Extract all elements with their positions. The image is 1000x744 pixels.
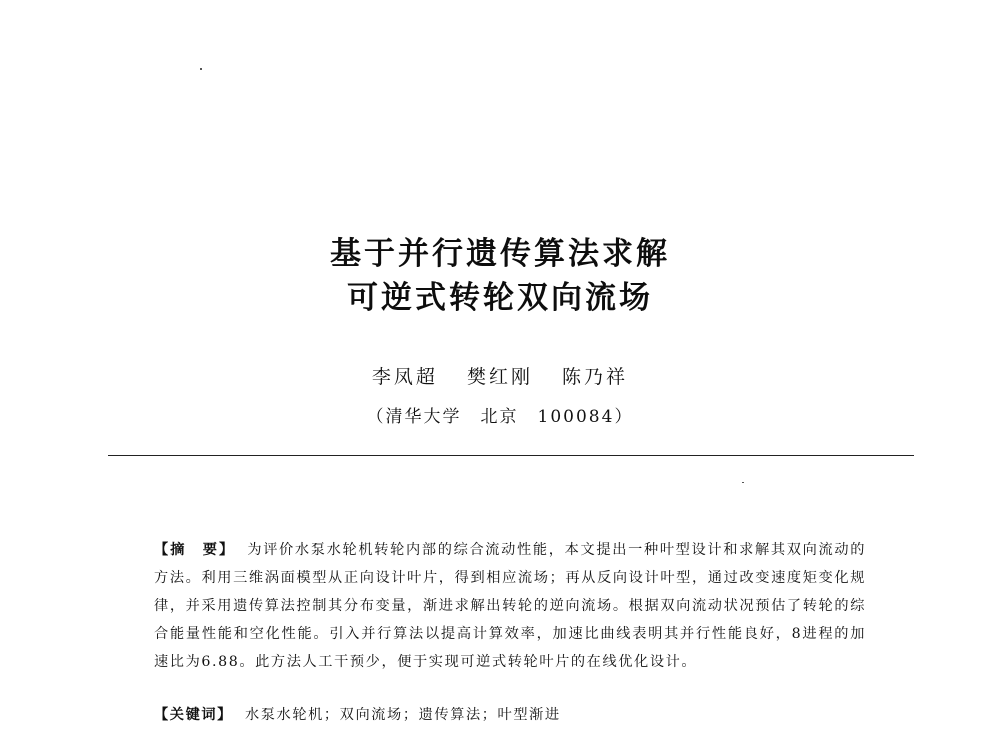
abstract-text: 为评价水泵水轮机转轮内部的综合流动性能，本文提出一种叶型设计和求解其双向流动的方法。利用三维涡面模型从正向设计叶片，得到相应流场；再从反向设计叶型，通过改变速度矩变化规律，并采用遗传算法控制其分布变量，渐进求解出转轮的逆向流场。根据双向流动状况预估了转轮的综合能量性能和空化性能。引入并行算法以提高计算效率，加速比曲线表明其并行性能良好，8进程的加速比为6.88。此方法人工干预少，便于实现可逆式转轮叶片的在线优化设计。 bbox=[154, 542, 866, 670]
scan-speck bbox=[742, 482, 744, 483]
author-name: 李凤超 bbox=[371, 366, 438, 388]
scan-speck bbox=[200, 68, 202, 70]
title-line-1: 基于并行遗传算法求解 bbox=[330, 236, 670, 272]
keywords-text: 水泵水轮机；双向流场；遗传算法；叶型渐进 bbox=[244, 707, 561, 723]
author-name: 陈乃祥 bbox=[562, 366, 629, 388]
abstract-label: 【摘 要】 bbox=[154, 542, 236, 558]
keywords-label: 【关键词】 bbox=[154, 707, 233, 723]
keywords bbox=[154, 704, 866, 724]
affiliation: （清华大学 北京 100084） bbox=[366, 407, 634, 427]
author-list bbox=[0, 362, 1000, 389]
header-divider bbox=[108, 455, 914, 456]
author-name: 樊红刚 bbox=[466, 366, 533, 388]
abstract bbox=[154, 536, 866, 676]
paper-title bbox=[0, 232, 1000, 320]
title-line-2: 可逆式转轮双向流场 bbox=[347, 280, 653, 316]
